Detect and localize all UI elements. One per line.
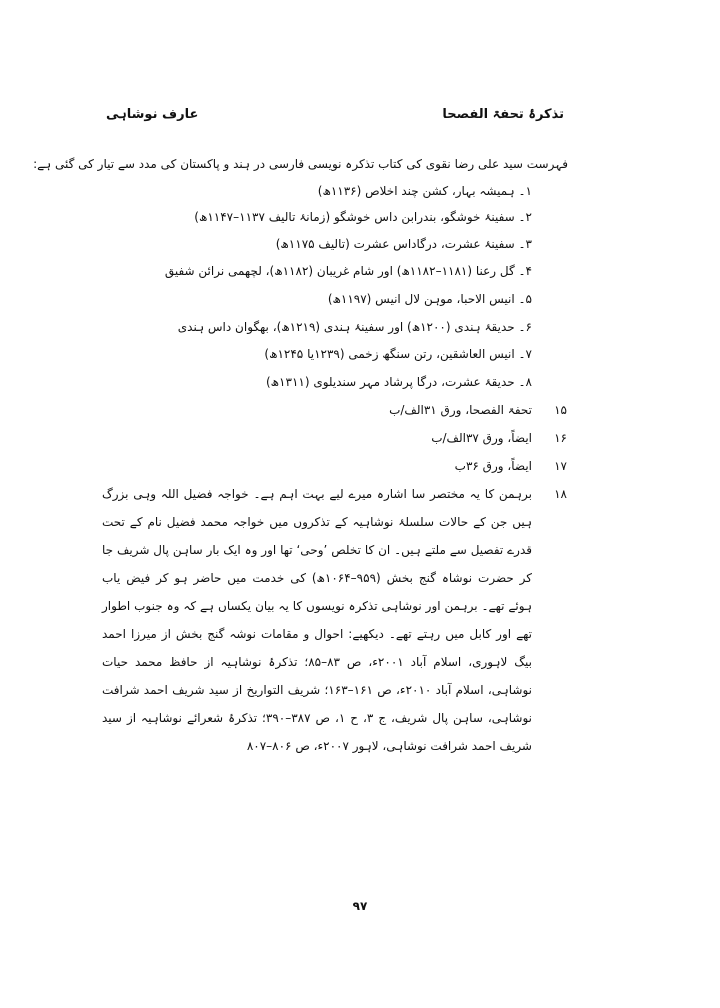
footnote-number: ۱۷ xyxy=(554,459,567,473)
footnote-number: ۱۵ xyxy=(554,403,567,417)
running-header-title: تذکرۂ تحفۃ الفصحا xyxy=(442,107,564,122)
footnote-text: ایضاً، ورق ۳۷الف/ب xyxy=(431,431,532,445)
list-item: ۷۔ انیس العاشقین، رتن سنگھ زخمی (۱۲۳۹یا ۱۲۴۵ھ) xyxy=(264,347,532,361)
list-item: ۸۔ حدیقۂ عشرت، درگا پرشاد مہر سندیلوی (۱۳۱۱ھ) xyxy=(265,375,532,389)
footnote-text: تحفۃ الفصحا، ورق ۳۱الف/ب xyxy=(389,403,532,417)
footnote-number: ۱۸ xyxy=(554,487,567,501)
footnote-text: ایضاً، ورق ۳۶ب xyxy=(454,459,532,473)
list-item: ۱۔ ہمیشہ بہار، کشن چند اخلاص (۱۱۳۶ھ) xyxy=(317,184,532,198)
list-item: ۶۔ حدیقۂ ہندی (۱۲۰۰ھ) اور سفینۂ ہندی (۱۲۱۹ھ)، بھگوان داس ہندی xyxy=(177,320,532,334)
footnote-paragraph: برہمن کا یہ مختصر سا اشارہ میرے لیے بہت اہم ہے۔ خواجہ فضیل اللہ وہی بزرگ ہیں جن کے حالات سلسلۂ نوشاہیہ کے تذکروں میں خواجہ محمد فضیل نام کے تحت قدرے تفصیل سے ملتے ہیں۔ ان کا تخلص ’وحی‘ تھا اور وہ ایک بار ساہن پال شریف جا کر حضرت نوشاہ گنج بخش (۹۵۹–۱۰۶۴ھ) کی خدمت میں حاضر ہو کر فیض یاب ہوئے تھے۔ برہمن اور نوشاہی تذکرہ نویسوں کا یہ بیان یکساں ہے کہ وہ جنوب اطوار تھے اور کابل میں رہتے تھے۔ دیکھیے: احوال و مقامات نوشہ گنج بخش از میرزا احمد بیگ لاہوری، اسلام آباد ۲۰۰۱ء، ص ۸۳–۸۵؛ تذکرۂ نوشاہیہ از حافظ محمد حیات نوشاہی، اسلام آباد ۲۰۱۰ء، ص ۱۶۱–۱۶۳؛ شریف التواریخ از سید شریف احمد شرافت نوشاہی، ساہن پال شریف، ج ۳، ح ۱، ص ۳۸۷–۳۹۰؛ تذکرۂ شعرائے نوشاہیہ از سید شریف احمد شرافت نوشاہی، لاہور ۲۰۰۷ء، ص ۸۰۶–۸۰۷ xyxy=(102,487,533,753)
list-item: ۵۔ انیس الاحبا، موہن لال انیس (۱۱۹۷ھ) xyxy=(327,292,532,306)
footnote-number: ۱۶ xyxy=(554,431,567,445)
page-number: ۹۷ xyxy=(352,899,368,913)
list-item: ۴۔ گل رعنا (۱۱۸۱–۱۱۸۲ھ) اور شام غریبان (۱۱۸۲ھ)، لچھمی نرائن شفیق xyxy=(164,264,532,278)
list-item: ۳۔ سفینۂ عشرت، درگاداس عشرت (تالیف ۱۱۷۵ھ) xyxy=(275,237,532,251)
list-item: ۲۔ سفینۂ خوشگو، بندرابن داس خوشگو (زمانۂ تالیف ۱۱۳۷–۱۱۴۷ھ) xyxy=(194,210,532,224)
running-header-author: عارف نوشاہی xyxy=(106,107,199,122)
intro-line: فہرست سید علی رضا نقوی کی کتاب تذکرہ نویسی فارسی در ہند و پاکستان کی مدد سے تیار کی گئی ہے: xyxy=(33,157,568,171)
